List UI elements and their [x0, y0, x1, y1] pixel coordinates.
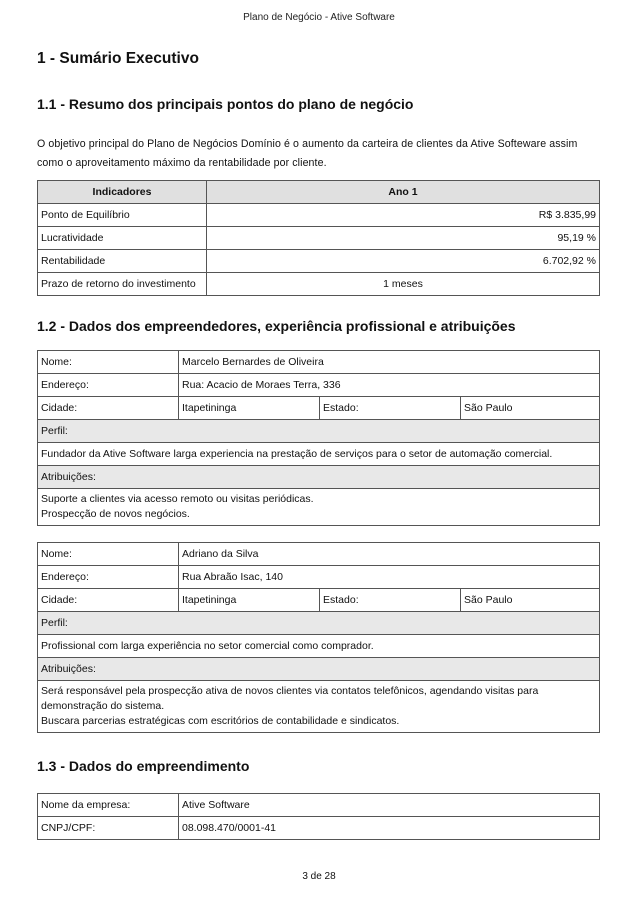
endereco-value: Rua: Acacio de Moraes Terra, 336 — [179, 374, 600, 397]
indicators-header-row — [38, 181, 600, 204]
section-title-empreendedores: 1.2 - Dados dos empreendedores, experiência profissional e atribuições — [37, 318, 516, 334]
nome-empresa-value: Ative Software — [179, 794, 600, 817]
nome-label: Nome: — [38, 351, 179, 374]
cnpj-label: CNPJ/CPF: — [38, 817, 179, 840]
nome-row — [38, 351, 600, 374]
summary-paragraph: O objetivo principal do Plano de Negócios Domínio é o aumento da carteira de clientes da Ative Softeware assim como o aproveitamento máximo da rentabilidade por cliente. — [37, 138, 578, 169]
perfil-label-row — [38, 612, 600, 635]
indicator-value: R$ 3.835,99 — [207, 204, 600, 227]
indicator-label: Prazo de retorno do investimento — [38, 273, 207, 296]
estado-value: São Paulo — [461, 397, 600, 420]
cidade-value: Itapetininga — [179, 589, 320, 612]
indicator-label: Lucratividade — [38, 227, 207, 250]
endereco-label: Endereço: — [38, 374, 179, 397]
endereco-row — [38, 374, 600, 397]
endereco-row — [38, 566, 600, 589]
cidade-row — [38, 589, 600, 612]
entrepreneur-table-2 — [37, 542, 600, 733]
nome-value: Adriano da Silva — [179, 543, 600, 566]
estado-value: São Paulo — [461, 589, 600, 612]
atribuicoes-row — [38, 681, 600, 733]
atribuicoes-row — [38, 489, 600, 526]
indicators-col-header: Indicadores — [38, 181, 207, 204]
indicator-label: Rentabilidade — [38, 250, 207, 273]
indicator-row — [38, 250, 600, 273]
page-header-title: Plano de Negócio - Ative Software — [243, 12, 395, 23]
indicator-value: 95,19 % — [207, 227, 600, 250]
atribuicoes-label-row — [38, 466, 600, 489]
nome-value: Marcelo Bernardes de Oliveira — [179, 351, 600, 374]
perfil-row — [38, 635, 600, 658]
cnpj-row — [38, 817, 600, 840]
empreendimento-table — [37, 793, 600, 840]
indicator-row — [38, 227, 600, 250]
atribuicoes-label: Atribuições: — [38, 466, 600, 489]
perfil-label: Perfil: — [38, 612, 600, 635]
nome-row — [38, 543, 600, 566]
perfil-label-row — [38, 420, 600, 443]
year-col-header: Ano 1 — [207, 181, 600, 204]
cidade-label: Cidade: — [38, 397, 179, 420]
perfil-label: Perfil: — [38, 420, 600, 443]
perfil-value: Profissional com larga experiência no setor comercial como comprador. — [38, 635, 600, 658]
cidade-label: Cidade: — [38, 589, 179, 612]
cnpj-value: 08.098.470/0001-41 — [179, 817, 600, 840]
endereco-label: Endereço: — [38, 566, 179, 589]
entrepreneur-table-1 — [37, 350, 600, 526]
atribuicao-line: Suporte a clientes via acesso remoto ou visitas periódicas. — [41, 493, 314, 505]
atribuicoes-cell — [38, 681, 600, 733]
estado-label: Estado: — [320, 589, 461, 612]
section-title-empreendimento: 1.3 - Dados do empreendimento — [37, 758, 250, 774]
page-number: 3 de 28 — [302, 871, 336, 882]
atribuicao-line: Buscara parcerias estratégicas com escritórios de contabilidade e sindicatos. — [41, 715, 400, 727]
indicator-row — [38, 204, 600, 227]
atribuicao-line: Será responsável pela prospecção ativa de novos clientes via contatos telefônicos, agendando visitas para demonstração do sistema. — [41, 685, 539, 712]
cidade-value: Itapetininga — [179, 397, 320, 420]
atribuicoes-label: Atribuições: — [38, 658, 600, 681]
nome-empresa-label: Nome da empresa: — [38, 794, 179, 817]
atribuicao-line: Prospecção de novos negócios. — [41, 508, 190, 520]
cidade-row — [38, 397, 600, 420]
perfil-row — [38, 443, 600, 466]
atribuicoes-label-row — [38, 658, 600, 681]
nome-label: Nome: — [38, 543, 179, 566]
section-title-resumo: 1.1 - Resumo dos principais pontos do plano de negócio — [37, 96, 414, 112]
indicators-table — [37, 180, 600, 296]
indicator-value: 1 meses — [207, 273, 600, 296]
section-title-sumario: 1 - Sumário Executivo — [37, 50, 199, 67]
atribuicoes-cell — [38, 489, 600, 526]
indicator-value: 6.702,92 % — [207, 250, 600, 273]
perfil-value: Fundador da Ative Software larga experiencia na prestação de serviços para o setor de automação comercial. — [38, 443, 600, 466]
endereco-value: Rua Abraão Isac, 140 — [179, 566, 600, 589]
estado-label: Estado: — [320, 397, 461, 420]
indicator-row — [38, 273, 600, 296]
nome-empresa-row — [38, 794, 600, 817]
indicator-label: Ponto de Equilíbrio — [38, 204, 207, 227]
